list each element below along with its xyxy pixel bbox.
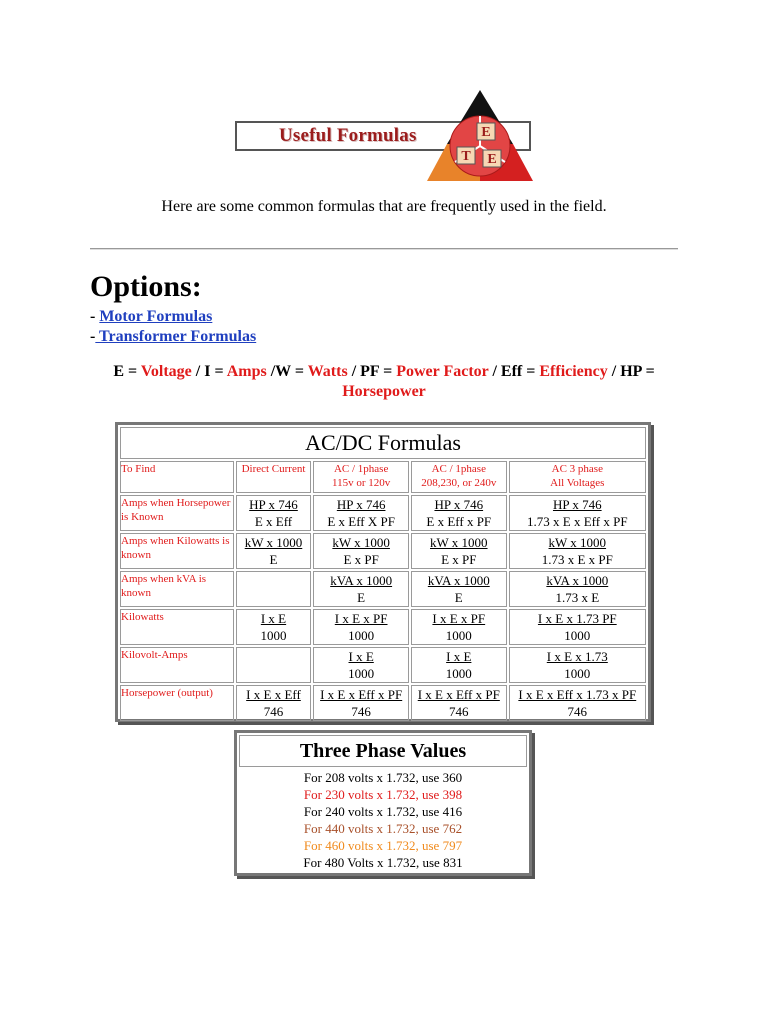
- formula-numerator: kW x 1000: [430, 535, 488, 550]
- formula-numerator: I x E: [348, 649, 374, 664]
- formula-cell: [411, 685, 507, 721]
- formula-cell: [509, 685, 646, 721]
- legend-symbol: / PF =: [347, 363, 397, 380]
- formula-denominator: 1.73 x E x PF: [541, 552, 613, 567]
- formula-numerator: I x E x Eff: [246, 687, 301, 702]
- table-row: [120, 685, 646, 721]
- formula-cell: [236, 533, 312, 569]
- formula-denominator: 746: [449, 704, 469, 719]
- horizontal-divider: [90, 248, 678, 250]
- formula-cell: [313, 571, 409, 607]
- legend-value: Efficiency: [539, 363, 608, 380]
- column-header: AC / 1phase 208,230, or 240v: [411, 461, 507, 493]
- column-header: Direct Current: [236, 461, 312, 493]
- formula-cell: [313, 685, 409, 721]
- formula-cell: [313, 609, 409, 645]
- formula-denominator: E x PF: [343, 552, 379, 567]
- formula-cell: [236, 609, 312, 645]
- formula-numerator: kW x 1000: [548, 535, 607, 550]
- formula-denominator: E: [454, 590, 463, 605]
- formula-denominator: 1.73 x E x Eff x PF: [527, 514, 628, 529]
- formula-cell: [509, 609, 646, 645]
- formula-numerator: I x E x PF: [334, 611, 388, 626]
- formula-numerator: kVA x 1000: [427, 573, 490, 588]
- legend-value: Voltage: [140, 363, 192, 380]
- banner-title: Useful Formulas: [279, 125, 417, 146]
- three-phase-title: Three Phase Values: [239, 735, 527, 767]
- formula-numerator: I x E: [446, 649, 472, 664]
- three-phase-item: For 440 volts x 1.732, use 762: [303, 821, 463, 836]
- formula-denominator: 1000: [445, 666, 472, 681]
- formula-denominator: E x Eff x PF: [426, 514, 492, 529]
- row-label: Kilowatts: [120, 609, 234, 645]
- column-header: To Find: [120, 461, 234, 493]
- formula-denominator: 746: [567, 704, 588, 719]
- formula-cell: [313, 495, 409, 531]
- row-label: Amps when Kilowatts is known: [120, 533, 234, 569]
- formula-denominator: 1000: [564, 666, 591, 681]
- formula-cell: [411, 609, 507, 645]
- option-prefix: -: [90, 308, 100, 325]
- legend-value: Horsepower: [342, 383, 426, 400]
- formula-numerator: kVA x 1000: [546, 573, 609, 588]
- empty-cell: [236, 571, 312, 607]
- ete-logo: [425, 88, 535, 183]
- formula-numerator: kW x 1000: [244, 535, 303, 550]
- motor-formulas-link[interactable]: Motor Formulas: [99, 308, 213, 325]
- legend-symbol: E =: [113, 363, 141, 380]
- table-row: [120, 609, 646, 645]
- formula-denominator: 746: [263, 704, 284, 719]
- row-label: Amps when Horsepower is Known: [120, 495, 234, 531]
- formula-denominator: 1000: [348, 666, 375, 681]
- intro-text: Here are some common formulas that are frequently used in the field.: [161, 198, 607, 215]
- legend-value: Amps: [226, 363, 267, 380]
- formula-cell: [411, 647, 507, 683]
- acdc-formulas-table: [115, 422, 651, 722]
- formula-cell: [509, 647, 646, 683]
- formula-numerator: I x E: [260, 611, 287, 626]
- acdc-title: AC/DC Formulas: [120, 427, 646, 459]
- formula-numerator: HP x 746: [249, 497, 298, 512]
- formula-denominator: E x Eff X PF: [327, 514, 395, 529]
- formula-numerator: I x E x PF: [432, 611, 486, 626]
- legend-symbol: / I =: [191, 363, 227, 380]
- formula-denominator: E: [269, 552, 278, 567]
- formula-cell: [236, 495, 312, 531]
- formula-numerator: I x E x Eff x 1.73 x PF: [518, 687, 637, 702]
- formula-denominator: E: [357, 590, 366, 605]
- table-row: [120, 495, 646, 531]
- legend-symbol: /W =: [266, 363, 308, 380]
- legend-value: Power Factor: [396, 363, 489, 380]
- logo-letter-e2: E: [487, 152, 497, 167]
- three-phase-item: For 208 volts x 1.732, use 360: [303, 770, 463, 785]
- transformer-formulas-link[interactable]: Transformer Formulas: [95, 328, 257, 345]
- three-phase-list: [237, 769, 529, 871]
- formula-denominator: E x Eff: [254, 514, 293, 529]
- formula-numerator: HP x 746: [336, 497, 386, 512]
- formula-denominator: E x PF: [441, 552, 477, 567]
- row-label: Horsepower (output): [120, 685, 234, 721]
- row-label: Amps when kVA is known: [120, 571, 234, 607]
- logo-letter-e1: E: [481, 125, 491, 140]
- option-item-transformer: [90, 328, 256, 346]
- three-phase-item: For 480 Volts x 1.732, use 831: [303, 855, 463, 870]
- formula-numerator: HP x 746: [552, 497, 602, 512]
- formula-numerator: I x E x Eff x PF: [320, 687, 403, 702]
- row-label: Kilovolt-Amps: [120, 647, 234, 683]
- formula-cell: [313, 533, 409, 569]
- formula-cell: [411, 495, 507, 531]
- formula-numerator: I x E x 1.73: [546, 649, 608, 664]
- legend-symbol: / HP =: [607, 363, 655, 380]
- table-row: [120, 647, 646, 683]
- formula-denominator: 1000: [260, 628, 287, 643]
- legend-value: Watts: [307, 363, 348, 380]
- column-header: AC 3 phase All Voltages: [509, 461, 646, 493]
- formula-numerator: HP x 746: [434, 497, 484, 512]
- table-row: [120, 571, 646, 607]
- formula-cell: [509, 533, 646, 569]
- variable-legend: [90, 362, 678, 402]
- formula-denominator: 1000: [445, 628, 472, 643]
- legend-symbol: / Eff =: [488, 363, 540, 380]
- header-row: [120, 461, 646, 493]
- formula-numerator: kW x 1000: [332, 535, 390, 550]
- three-phase-values-box: [234, 730, 532, 876]
- three-phase-item: For 240 volts x 1.732, use 416: [303, 804, 463, 819]
- formula-numerator: kVA x 1000: [330, 573, 393, 588]
- formula-cell: [236, 685, 312, 721]
- options-heading: Options:: [90, 270, 202, 303]
- table-row: [120, 533, 646, 569]
- formula-denominator: 746: [351, 704, 371, 719]
- option-item-motor: [90, 308, 212, 326]
- formula-cell: [313, 647, 409, 683]
- formula-denominator: 1.73 x E: [555, 590, 600, 605]
- option-prefix: -: [90, 328, 96, 345]
- formula-numerator: I x E x Eff x PF: [417, 687, 500, 702]
- column-header: AC / 1phase 115v or 120v: [313, 461, 409, 493]
- formula-cell: [509, 495, 646, 531]
- three-phase-item: For 460 volts x 1.732, use 797: [303, 838, 463, 853]
- formula-denominator: 1000: [348, 628, 375, 643]
- formula-numerator: I x E x 1.73 PF: [537, 611, 617, 626]
- logo-letter-t: T: [461, 149, 471, 164]
- formula-denominator: 1000: [564, 628, 591, 643]
- useful-formulas-banner: [233, 88, 535, 183]
- three-phase-item: For 230 volts x 1.732, use 398: [303, 787, 463, 802]
- formula-cell: [509, 571, 646, 607]
- formula-cell: [411, 571, 507, 607]
- empty-cell: [236, 647, 312, 683]
- formula-cell: [411, 533, 507, 569]
